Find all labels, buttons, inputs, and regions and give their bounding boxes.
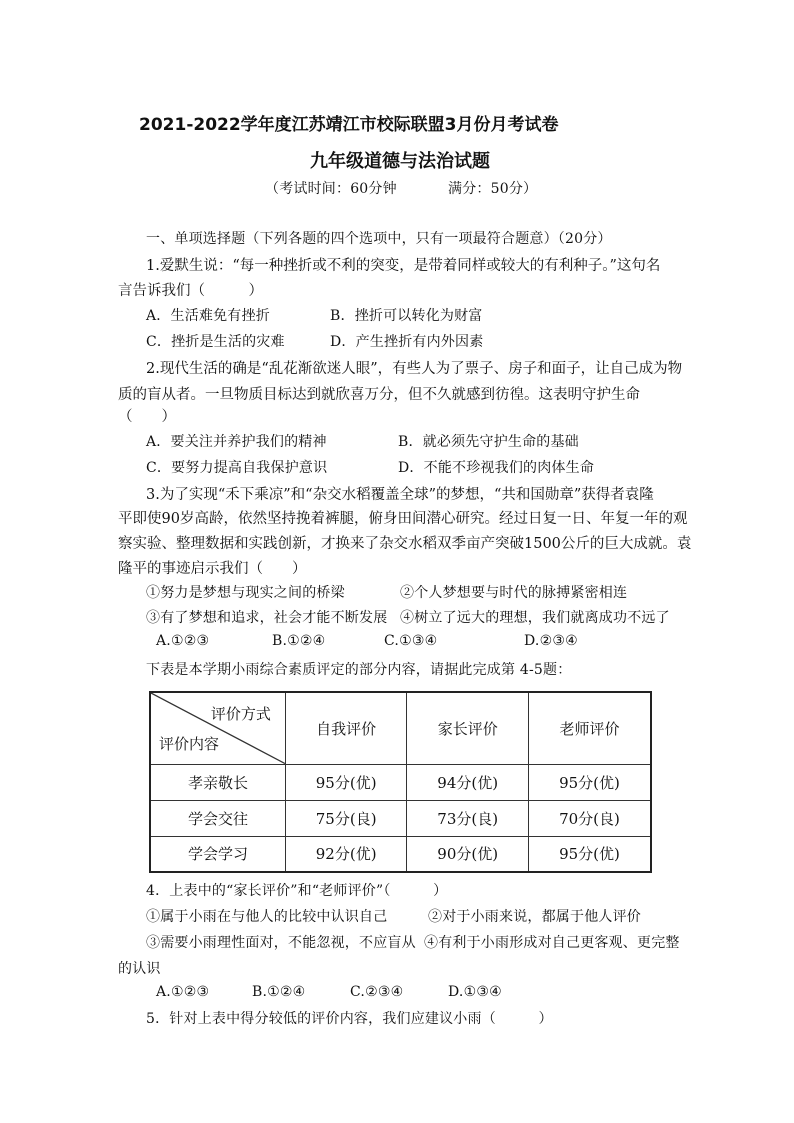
q3-option-b: B.①②④ [272,633,326,649]
q1-option-d: D．产生挫折有内外因素 [330,334,484,350]
row-label: 学会学习 [150,836,285,872]
section-heading: 一、单项选择题（下列各题的四个选项中，只有一项最符合题意）（20分） [146,231,612,247]
exam-time: （考试时间：60分钟 [265,181,397,197]
q3-stem-line1: 3.为了实现“禾下乘凉”和“杂交水稻覆盖全球”的梦想，“共和国勋章”获得者袁隆 [146,487,654,503]
table-row [150,800,651,836]
header-self-eval: 自我评价 [285,692,407,764]
q2-stem-line1: 2.现代生活的确是“乱花渐欲迷人眼”，有些人为了票子、房子和面子，让自己成为物 [146,361,683,377]
q2-stem-line2: 质的盲从者。一旦物质目标达到就欣喜万分，但不久就感到彷徨。这表明守护生命 [118,387,640,403]
q1-option-b: B．挫折可以转化为财富 [330,308,483,324]
cell-teacher: 95分(优) [528,836,651,872]
q3-statement-4: ④树立了远大的理想，我们就离成功不远了 [400,610,670,626]
evaluation-table [149,691,652,873]
q4-option-d: D.①③④ [448,984,502,1000]
q4-statement-3: ③需要小雨理性面对，不能忽视，不应盲从 [146,935,416,951]
cell-parent: 94分(优) [407,764,529,800]
q5-stem: 5．针对上表中得分较低的评价内容，我们应建议小雨（ ） [146,1011,553,1027]
q2-option-c: C．要努力提高自我保护意识 [146,460,328,476]
q2-stem-line3: （ ） [118,409,176,425]
q3-statement-3: ③有了梦想和追求，社会才能不断发展 [146,610,388,626]
q4-statement-4: ④有利于小雨形成对自己更客观、更完整 [424,935,680,951]
table-row [150,836,651,872]
q3-option-d: D.②③④ [524,633,578,649]
q4-option-b: B.①②④ [252,984,306,1000]
cell-self: 75分(良) [285,800,407,836]
q4-option-c: C.②③④ [350,984,404,1000]
q4-stem: 4．上表中的“家长评价”和“老师评价”（ ） [146,883,448,899]
q1-option-a: A．生活难免有挫折 [146,308,270,324]
cell-teacher: 70分(良) [528,800,651,836]
q2-option-b: B．就必须先守护生命的基础 [398,434,579,450]
q3-option-c: C.①③④ [384,633,438,649]
q3-stem-line3: 察实验、整理数据和实践创新，才换来了杂交水稻双季亩产突破1500公斤的巨大成就。袁 [118,536,692,552]
row-label: 学会交往 [150,800,285,836]
cell-parent: 73分(良) [407,800,529,836]
cell-self: 92分(优) [285,836,407,872]
corner-label-method: 评价方式 [210,705,271,723]
row-label: 孝亲敬长 [150,764,285,800]
corner-label-content: 评价内容 [159,734,220,753]
q1-stem-line2: 言告诉我们（ ） [118,283,263,299]
q3-option-a: A.①②③ [156,633,210,649]
exam-subtitle: 九年级道德与法治试题 [310,151,490,172]
table-intro: 下表是本学期小雨综合素质评定的部分内容，请据此完成第 4-5题： [146,662,572,678]
q3-stem-line2: 平即使90岁高龄，依然坚持挽着裤腿，俯身田间潜心研究。经过日复一日、年复一年的观 [118,511,688,527]
q3-statement-2: ②个人梦想要与时代的脉搏紧密相连 [400,585,628,601]
q1-stem-line1: 1.爱默生说：“每一种挫折或不利的突变，是带着同样或较大的有利种子。”这句名 [146,258,661,274]
table-row [150,764,651,800]
q3-stem-line4: 隆平的事迹启示我们（ ） [118,561,307,577]
q1-option-c: C．挫折是生活的灾难 [146,334,285,350]
exam-title: 2021-2022学年度江苏靖江市校际联盟3月份月考试卷 [139,115,559,135]
q4-statement-4-cont: 的认识 [118,961,161,977]
cell-teacher: 95分(优) [528,764,651,800]
table-header-row [150,692,651,764]
table-corner-cell [150,692,285,764]
q2-option-d: D．不能不珍视我们的肉体生命 [398,460,595,476]
q2-option-a: A．要关注并养护我们的精神 [146,434,327,450]
header-teacher-eval: 老师评价 [528,692,651,764]
q4-statement-1: ①属于小雨在与他人的比较中认识自己 [146,909,388,925]
cell-self: 95分(优) [285,764,407,800]
cell-parent: 90分(优) [407,836,529,872]
header-parent-eval: 家长评价 [407,692,529,764]
q4-option-a: A.①②③ [156,984,210,1000]
q3-statement-1: ①努力是梦想与现实之间的桥梁 [146,585,345,601]
full-score: 满分：50分） [448,181,538,197]
q4-statement-2: ②对于小雨来说，都属于他人评价 [428,909,641,925]
